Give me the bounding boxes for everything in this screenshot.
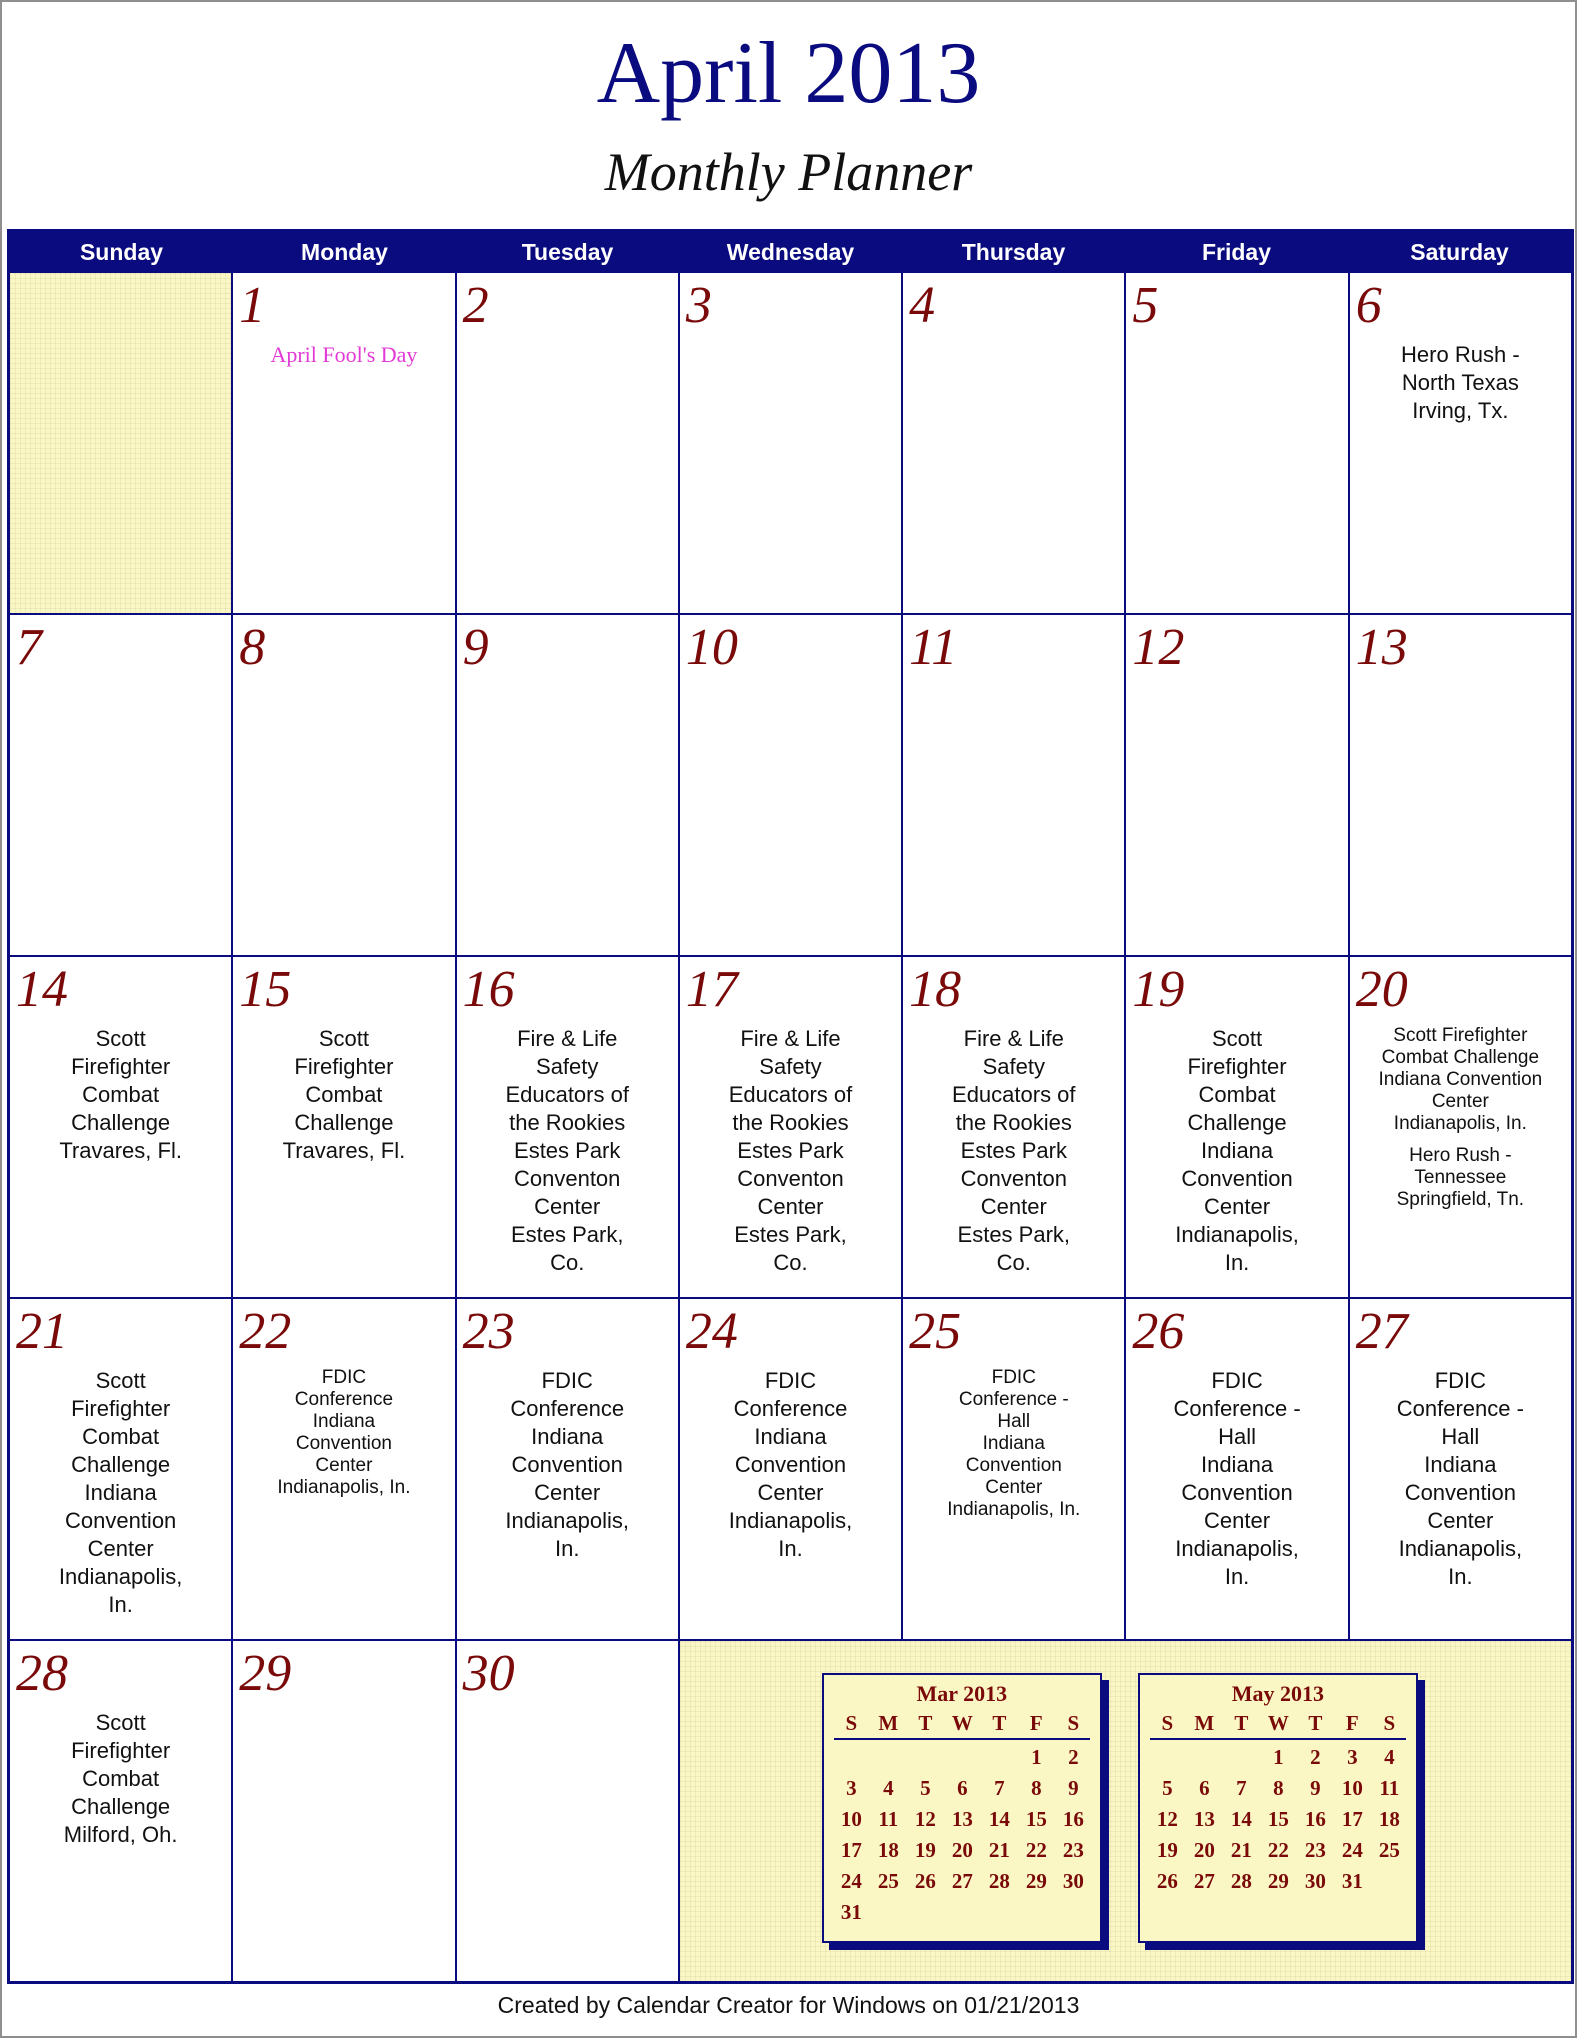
mini-calendar-next — [1138, 1673, 1418, 1943]
day-number: 12 — [1132, 619, 1185, 676]
mini-day-empty — [833, 1742, 870, 1773]
mini-day: 27 — [1193, 1869, 1215, 1893]
day-cell-27 — [1350, 1299, 1571, 1639]
mini-day: 28 — [988, 1869, 1010, 1893]
mini-day: 22 — [1025, 1838, 1047, 1862]
mini-day: 8 — [1273, 1776, 1284, 1800]
event-list — [14, 1367, 227, 1619]
mini-day: 8 — [1031, 1776, 1042, 1800]
day-cell-6 — [1350, 273, 1571, 613]
day-cell-28 — [10, 1641, 231, 1981]
mini-day: 10 — [1341, 1776, 1363, 1800]
day-cell-17 — [680, 957, 901, 1297]
event-list — [684, 1367, 897, 1563]
day-cell-19 — [1126, 957, 1347, 1297]
day-number: 28 — [16, 1645, 68, 1702]
mini-day: 29 — [1267, 1869, 1289, 1893]
mini-day: 16 — [1304, 1807, 1326, 1831]
holiday-label: April Fool's Day — [270, 342, 418, 367]
mini-day: 10 — [840, 1807, 862, 1831]
mini-weekday-initial: T — [918, 1711, 933, 1735]
day-cell-10 — [680, 615, 901, 955]
weekday-header-friday: Friday — [1201, 239, 1272, 265]
mini-day: 18 — [877, 1838, 899, 1862]
mini-calendar-title: Mar 2013 — [916, 1681, 1008, 1706]
event-list — [1354, 1025, 1567, 1211]
mini-day: 2 — [1310, 1745, 1321, 1769]
calendar-grid — [10, 273, 1571, 1981]
day-number: 27 — [1355, 1303, 1408, 1360]
day-cell-13 — [1350, 615, 1571, 955]
mini-day: 26 — [1156, 1869, 1178, 1893]
day-cell-11 — [903, 615, 1124, 955]
day-number: 16 — [462, 961, 515, 1018]
mini-day: 23 — [1304, 1838, 1326, 1862]
day-cell-22 — [233, 1299, 454, 1639]
day-number: 22 — [239, 1303, 292, 1360]
mini-day: 20 — [951, 1838, 973, 1862]
day-number: 1 — [239, 277, 266, 334]
day-cell-12 — [1126, 615, 1347, 955]
weekday-header-sunday: Sunday — [79, 239, 164, 265]
event-list — [237, 1025, 450, 1165]
mini-day: 25 — [877, 1869, 899, 1893]
mini-day: 25 — [1378, 1838, 1400, 1862]
day-cell-24 — [680, 1299, 901, 1639]
event-list — [1354, 341, 1567, 425]
event-list — [461, 1025, 674, 1277]
page-title: April 2013 — [596, 25, 981, 122]
event-list — [1130, 1025, 1343, 1277]
event-text: Fire & Life Safety Educators of the Rookies Estes Park Conventon Center Estes Park, Co. — [728, 1026, 853, 1275]
day-number: 13 — [1355, 619, 1408, 676]
day-number: 25 — [909, 1303, 962, 1360]
mini-day: 4 — [883, 1776, 894, 1800]
day-number: 2 — [462, 277, 489, 334]
event-text: Scott Firefighter Combat Challenge Travares, Fl. — [59, 1026, 182, 1163]
mini-day: 6 — [957, 1776, 968, 1800]
mini-day: 22 — [1267, 1838, 1289, 1862]
event-list — [461, 1367, 674, 1563]
day-number: 17 — [685, 961, 738, 1018]
mini-weekday-initial: S — [1067, 1711, 1080, 1735]
mini-day: 29 — [1025, 1869, 1047, 1893]
day-cell-2 — [457, 273, 678, 613]
mini-day: 28 — [1230, 1869, 1252, 1893]
mini-calendar-grid — [1149, 1709, 1416, 1737]
mini-day: 7 — [1236, 1776, 1247, 1800]
mini-weekday-initial: W — [1267, 1711, 1289, 1735]
event-text: Hero Rush - North Texas Irving, Tx. — [1401, 342, 1520, 423]
event-list — [14, 1709, 227, 1849]
day-cell-5 — [1126, 273, 1347, 613]
event-text: Hero Rush - Tennessee Springfield, Tn. — [1396, 1145, 1525, 1210]
event-text: Scott Firefighter Combat Challenge Indiana Convention Center Indianapolis, In. — [58, 1368, 183, 1617]
day-cell-7 — [10, 615, 231, 955]
day-number: 9 — [462, 619, 489, 676]
mini-day: 30 — [1304, 1869, 1326, 1893]
mini-day: 2 — [1068, 1745, 1079, 1769]
day-cell-20 — [1350, 957, 1571, 1297]
mini-day: 19 — [914, 1838, 936, 1862]
mini-day: 9 — [1068, 1776, 1079, 1800]
event-list — [14, 1025, 227, 1165]
mini-day: 6 — [1199, 1776, 1210, 1800]
day-cell-16 — [457, 957, 678, 1297]
mini-weekday-initial: T — [992, 1711, 1007, 1735]
day-number: 26 — [1132, 1303, 1185, 1360]
mini-day: 3 — [846, 1776, 857, 1800]
mini-day: 5 — [920, 1776, 931, 1800]
mini-day: 16 — [1062, 1807, 1084, 1831]
mini-day: 23 — [1062, 1838, 1084, 1862]
day-number: 14 — [16, 961, 68, 1018]
mini-day-empty — [1149, 1742, 1186, 1773]
mini-day-empty — [870, 1742, 907, 1773]
mini-day: 30 — [1062, 1869, 1084, 1893]
day-number: 8 — [239, 619, 266, 676]
day-number: 3 — [685, 277, 712, 334]
event-text: Scott Firefighter Combat Challenge Milford, Oh. — [63, 1710, 178, 1847]
mini-day-empty — [944, 1742, 981, 1773]
day-cell-3 — [680, 273, 901, 613]
day-cell-9 — [457, 615, 678, 955]
event-text: FDIC Conference Indiana Convention Center Indianapolis, In. — [277, 1367, 411, 1498]
footer-credit: Created by Calendar Creator for Windows on 01/21/2013 — [497, 1992, 1080, 2018]
mini-day-empty — [907, 1742, 944, 1773]
mini-day: 13 — [951, 1807, 973, 1831]
day-cell-4 — [903, 273, 1124, 613]
mini-weekday-initial: S — [1383, 1711, 1396, 1735]
mini-weekday-initial: T — [1308, 1711, 1323, 1735]
event-text: Scott Firefighter Combat Challenge Indiana Convention Center Indianapolis, In. — [1378, 1025, 1543, 1134]
day-number: 15 — [239, 961, 292, 1018]
event-text: FDIC Conference Indiana Convention Center Indianapolis, In. — [728, 1368, 853, 1561]
day-number: 11 — [909, 619, 958, 676]
day-cell-25 — [903, 1299, 1124, 1639]
day-cell-14 — [10, 957, 231, 1297]
mini-weekday-initial: M — [1194, 1711, 1215, 1735]
day-number: 29 — [239, 1645, 292, 1702]
mini-day: 15 — [1267, 1807, 1289, 1831]
empty-day-cell — [10, 273, 231, 613]
mini-day: 24 — [1341, 1838, 1363, 1862]
day-number: 18 — [909, 961, 962, 1018]
mini-day: 18 — [1378, 1807, 1400, 1831]
mini-weekday-initial: S — [1161, 1711, 1174, 1735]
day-number: 4 — [909, 277, 936, 334]
day-cell-23 — [457, 1299, 678, 1639]
event-list — [237, 1367, 450, 1499]
mini-calendar-rule — [1150, 1738, 1406, 1740]
weekday-header-monday: Monday — [301, 239, 388, 265]
weekday-header-thursday: Thursday — [961, 239, 1066, 265]
day-number: 6 — [1355, 277, 1382, 334]
mini-calendar-grid — [833, 1709, 1100, 1737]
mini-calendar-title: May 2013 — [1231, 1681, 1324, 1706]
mini-calendar-rule — [834, 1738, 1090, 1740]
mini-day: 15 — [1025, 1807, 1047, 1831]
mini-day: 13 — [1193, 1807, 1215, 1831]
day-cell-26 — [1126, 1299, 1347, 1639]
day-number: 10 — [685, 619, 738, 676]
mini-day: 20 — [1193, 1838, 1215, 1862]
day-number: 30 — [462, 1645, 515, 1702]
mini-weekday-initial: F — [1029, 1711, 1043, 1735]
mini-day-empty — [1186, 1742, 1223, 1773]
mini-calendar-days — [833, 1742, 1100, 1928]
mini-day: 31 — [840, 1900, 862, 1924]
mini-day: 14 — [1230, 1807, 1252, 1831]
day-number: 7 — [16, 619, 42, 676]
day-cell-8 — [233, 615, 454, 955]
mini-weekday-initial: F — [1345, 1711, 1359, 1735]
mini-day: 1 — [1273, 1745, 1284, 1769]
mini-day: 24 — [840, 1869, 862, 1893]
mini-day: 14 — [988, 1807, 1010, 1831]
mini-day: 12 — [1156, 1807, 1178, 1831]
event-text: FDIC Conference - Hall Indiana Convention Center Indianapolis, In. — [1173, 1368, 1301, 1589]
event-text: Fire & Life Safety Educators of the Rookies Estes Park Conventon Center Estes Park, Co. — [505, 1026, 629, 1275]
day-cell-30 — [457, 1641, 678, 1981]
mini-day: 17 — [1341, 1807, 1363, 1831]
month-calendar — [7, 229, 1574, 1984]
mini-calendar-days — [1149, 1742, 1416, 1897]
weekday-header-tuesday: Tuesday — [521, 239, 614, 265]
day-cell-29 — [233, 1641, 454, 1981]
day-number: 5 — [1132, 277, 1159, 334]
mini-calendar-area — [680, 1641, 1571, 1981]
mini-day: 21 — [988, 1838, 1010, 1862]
event-text: Scott Firefighter Combat Challenge Travares, Fl. — [282, 1026, 406, 1163]
event-list — [1130, 1367, 1343, 1591]
event-list — [237, 341, 450, 369]
event-text: FDIC Conference Indiana Convention Center Indianapolis, In. — [505, 1368, 629, 1561]
mini-day: 3 — [1347, 1745, 1358, 1769]
day-cell-18 — [903, 957, 1124, 1297]
event-list — [907, 1367, 1120, 1521]
day-cell-21 — [10, 1299, 231, 1639]
mini-weekday-initial: T — [1234, 1711, 1249, 1735]
mini-day: 7 — [994, 1776, 1005, 1800]
mini-day: 19 — [1156, 1838, 1178, 1862]
page-subtitle: Monthly Planner — [604, 142, 973, 202]
mini-day-empty — [1223, 1742, 1260, 1773]
mini-day: 17 — [840, 1838, 862, 1862]
mini-day: 12 — [914, 1807, 936, 1831]
event-text: FDIC Conference - Hall Indiana Convention Center Indianapolis, In. — [947, 1367, 1081, 1520]
event-list — [907, 1025, 1120, 1277]
day-cell-15 — [233, 957, 454, 1297]
mini-calendar-previous — [822, 1673, 1102, 1943]
day-cell-1 — [233, 273, 454, 613]
weekday-header-wednesday: Wednesday — [726, 239, 855, 265]
day-number: 21 — [16, 1303, 68, 1360]
mini-day: 27 — [951, 1869, 973, 1893]
mini-day: 31 — [1341, 1869, 1363, 1893]
day-number: 19 — [1132, 961, 1185, 1018]
day-number: 20 — [1355, 961, 1408, 1018]
mini-day: 11 — [878, 1807, 899, 1831]
mini-weekday-initial: W — [951, 1711, 973, 1735]
weekday-header-row — [10, 232, 1571, 272]
event-text: Fire & Life Safety Educators of the Rookies Estes Park Conventon Center Estes Park, Co. — [952, 1026, 1076, 1275]
mini-day: 9 — [1310, 1776, 1321, 1800]
mini-day: 11 — [1379, 1776, 1400, 1800]
day-number: 24 — [685, 1303, 738, 1360]
event-text: FDIC Conference - Hall Indiana Convention Center Indianapolis, In. — [1396, 1368, 1524, 1589]
event-list — [684, 1025, 897, 1277]
mini-weekday-initial: S — [845, 1711, 858, 1735]
event-text: Scott Firefighter Combat Challenge Indiana Convention Center Indianapolis, In. — [1175, 1026, 1299, 1275]
mini-day: 26 — [914, 1869, 936, 1893]
weekday-header-saturday: Saturday — [1410, 239, 1509, 265]
mini-day: 4 — [1384, 1745, 1395, 1769]
mini-weekday-initial: M — [878, 1711, 899, 1735]
mini-day-empty — [981, 1742, 1018, 1773]
mini-day: 1 — [1031, 1745, 1042, 1769]
event-list — [1354, 1367, 1567, 1591]
day-number: 23 — [462, 1303, 515, 1360]
mini-day: 5 — [1162, 1776, 1173, 1800]
mini-day: 21 — [1230, 1838, 1252, 1862]
